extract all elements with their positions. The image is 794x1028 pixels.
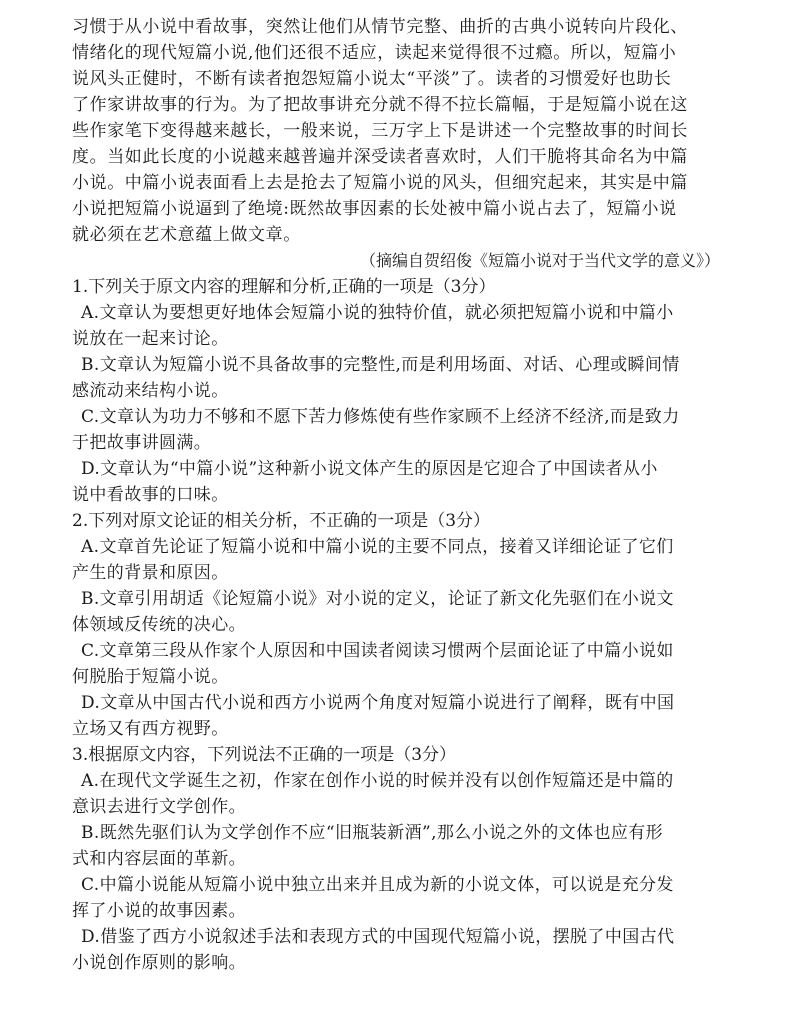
option-text: B.文章认为短篇小说不具备故事的完整性,而是利用场面、对话、心理或瞬间情 — [81, 355, 680, 375]
option-text: A.文章首先论证了短篇小说和中篇小说的主要不同点，接着又详细论证了它们 — [81, 537, 674, 557]
passage-line: 习惯于从小说中看故事，突然让他们从情节完整、曲折的古典小说转向片段化、 — [72, 17, 688, 37]
option-a — [72, 768, 722, 820]
passage-line: 说风头正健时，不断有读者抱怨短篇小说太“平淡”了。读者的习惯爱好也助长 — [72, 69, 672, 89]
option-text: C.文章第三段从作家个人原因和中国读者阅读习惯两个层面论证了中篇小说如 — [81, 641, 674, 661]
option-text: D.文章从中国古代小说和西方小说两个角度对短篇小说进行了阐释，既有中国 — [81, 693, 675, 713]
option-c — [72, 638, 722, 690]
passage-line: 小说。中篇小说表面看上去是抢去了短篇小说的风头，但细究起来，其实是中篇 — [72, 173, 688, 193]
option-text: C.文章认为功力不够和不愿下苦力修炼使有些作家顾不上经济不经济,而是致力 — [81, 407, 680, 427]
question-stem: 2.下列对原文论证的相关分析，不正确的一项是（3分） — [72, 511, 491, 531]
question-3 — [72, 742, 722, 976]
option-d — [72, 924, 722, 976]
question-stem: 1.下列关于原文内容的理解和分析,正确的一项是（3分） — [72, 277, 496, 297]
option-text: A.在现代文学诞生之初，作家在创作小说的时候并没有以创作短篇还是中篇的 — [81, 771, 674, 791]
option-text-cont: 说中看故事的口味。 — [72, 485, 229, 505]
reading-passage — [72, 14, 722, 248]
option-text: B.文章引用胡适《论短篇小说》对小说的定义，论证了新文化先驱们在小说文 — [81, 589, 674, 609]
option-text-cont: 意识去进行文学创作。 — [72, 797, 246, 817]
question-2 — [72, 508, 722, 742]
option-text-cont: 立场又有西方视野。 — [72, 719, 229, 739]
option-text-cont: 说放在一起来讨论。 — [72, 329, 229, 349]
passage-line: 度。当如此长度的小说越来越普遍并深受读者喜欢时，人们干脆将其命名为中篇 — [72, 147, 688, 167]
option-c — [72, 404, 722, 456]
option-text-cont: 小说创作原则的影响。 — [72, 953, 246, 973]
option-text-cont: 何脱胎于短篇小说。 — [72, 667, 229, 687]
option-text: A.文章认为要想更好地体会短篇小说的独特价值，就必须把短篇小说和中篇小 — [81, 303, 674, 323]
option-b — [72, 820, 722, 872]
option-text-cont: 体领域反传统的决心。 — [72, 615, 246, 635]
option-text-cont: 于把故事讲圆满。 — [72, 433, 212, 453]
option-text: C.中篇小说能从短篇小说中独立出来并且成为新的小说文体，可以说是充分发 — [81, 875, 674, 895]
exam-page — [72, 14, 722, 976]
passage-line: 些作家笔下变得越来越长，一般来说，三万字上下是讲述一个完整故事的时间长 — [72, 121, 688, 141]
option-text: D.文章认为“中篇小说”这种新小说文体产生的原因是它迎合了中国读者从小 — [81, 459, 658, 479]
option-a — [72, 534, 722, 586]
option-c — [72, 872, 722, 924]
option-text-cont: 感流动来结构小说。 — [72, 381, 229, 401]
option-text-cont: 挥了小说的故事因素。 — [72, 901, 246, 921]
option-text: D.借鉴了西方小说叙述手法和表现方式的中国现代短篇小说，摆脱了中国古代 — [81, 927, 675, 947]
passage-line: 情绪化的现代短篇小说,他们还很不适应，读起来觉得很不过瘾。所以，短篇小 — [72, 43, 677, 63]
passage-line: 就必须在艺术意蕴上做文章。 — [72, 225, 301, 245]
option-d — [72, 690, 722, 742]
option-d — [72, 456, 722, 508]
option-text-cont: 产生的背景和原因。 — [72, 563, 229, 583]
question-stem: 3.根据原文内容，下列说法不正确的一项是（3分） — [72, 745, 457, 765]
option-b — [72, 586, 722, 638]
passage-line: 了作家讲故事的行为。为了把故事讲充分就不得不拉长篇幅，于是短篇小说在这 — [72, 95, 688, 115]
passage-source: （摘编自贺绍俊《短篇小说对于当代文学的意义》） — [359, 251, 720, 270]
option-text-cont: 式和内容层面的革新。 — [72, 849, 246, 869]
option-a — [72, 300, 722, 352]
passage-line: 小说把短篇小说逼到了绝境:既然故事因素的长处被中篇小说占去了，短篇小说 — [72, 199, 677, 219]
question-1 — [72, 274, 722, 508]
option-text: B.既然先驱们认为文学创作不应“旧瓶装新酒”,那么小说之外的文体也应有形 — [81, 823, 664, 843]
option-b — [72, 352, 722, 404]
